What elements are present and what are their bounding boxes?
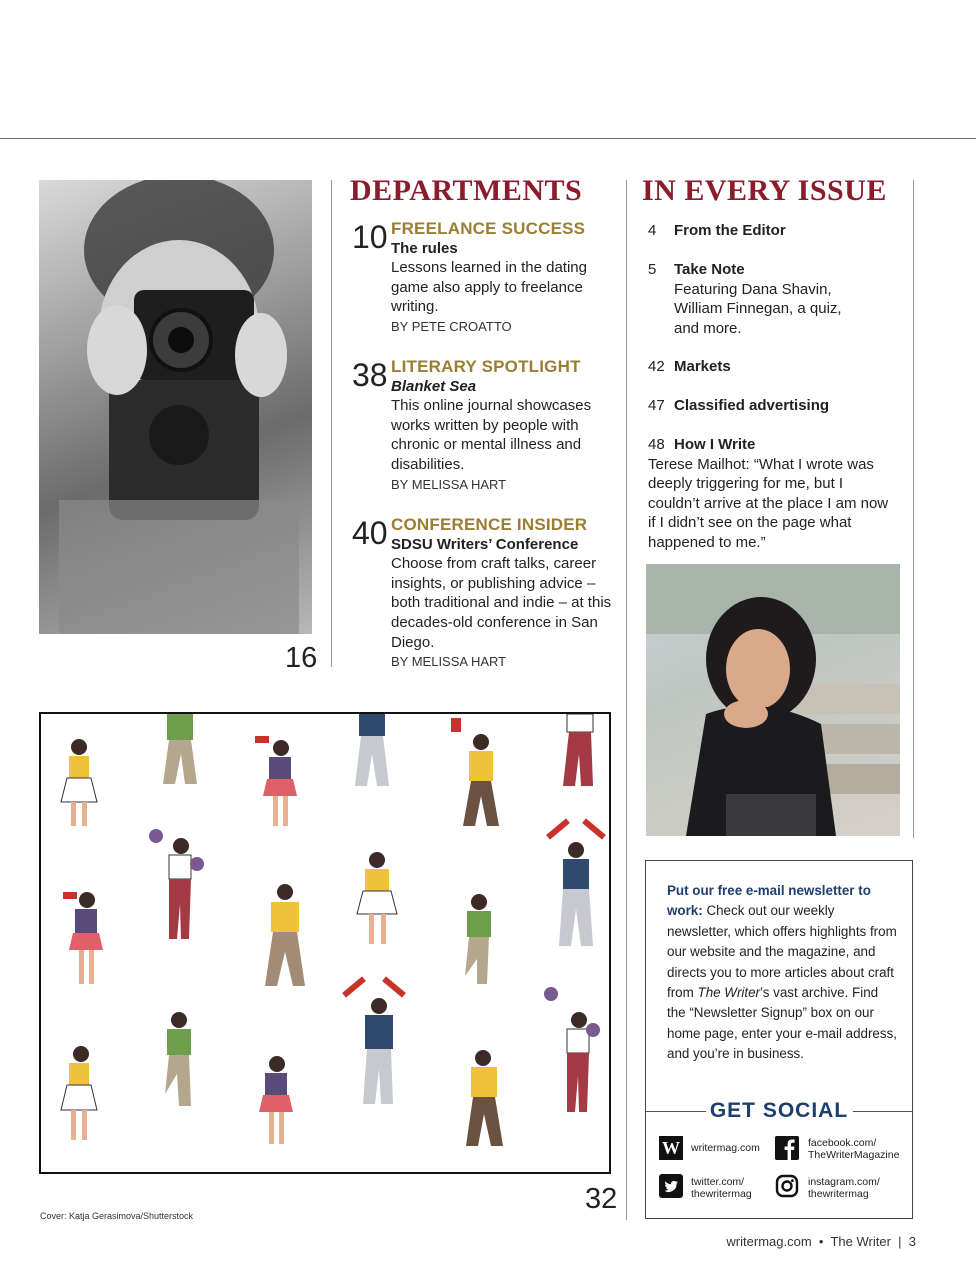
issue-item-title: Classified advertising [674, 397, 830, 414]
fans-cover-illustration[interactable] [39, 712, 611, 1174]
dept-item-subtitle: The rules [391, 239, 458, 257]
fan-figure-7 [149, 829, 204, 939]
fan-figure-9 [357, 852, 397, 944]
issue-item-title: From the Editor [674, 222, 786, 239]
column-divider [913, 180, 914, 838]
fan-figure-2 [163, 714, 197, 784]
fan-figure-14 [165, 1012, 191, 1106]
twitter-link-line1: twitter.com/ [691, 1176, 745, 1188]
dept-item-literary-spotlight[interactable] [391, 357, 613, 494]
twitter-link[interactable] [691, 1176, 752, 1200]
dept-item-number: 38 [352, 357, 388, 393]
issue-item-markets[interactable] [648, 357, 898, 377]
twitter-icon[interactable] [659, 1174, 683, 1198]
fan-figure-15 [544, 987, 600, 1112]
fan-figure-18 [466, 1050, 503, 1146]
instagram-link-line2: thewritermag [808, 1188, 869, 1200]
facebook-icon[interactable] [775, 1136, 799, 1160]
footer-magazine: The Writer [830, 1234, 891, 1249]
fan-figure-10 [465, 894, 491, 984]
issue-item-description: Featuring Dana Shavin, William Finnegan, a quiz, and more. [674, 280, 842, 337]
dept-item-description: Choose from craft talks, career insights, or publishing advice – both traditional and indie – at this decades-old conference in San Diego. [391, 555, 612, 651]
issue-item-title: Take Note [674, 261, 745, 278]
every-issue-heading: IN EVERY ISSUE [642, 174, 887, 207]
dept-item-description: This online journal showcases works written by people with chronic or mental illness and disabilities. [391, 397, 592, 473]
newsletter-magazine-title: The Writer [697, 985, 761, 1001]
fan-figure-11 [546, 818, 606, 946]
footer-page-number: 3 [908, 1234, 916, 1249]
get-social-heading: GET SOCIAL [709, 1099, 849, 1122]
newsletter-text [667, 881, 897, 1065]
newsletter-box [645, 860, 913, 1219]
fan-figure-16 [61, 1046, 97, 1140]
girl-camera-photo[interactable] [39, 180, 312, 634]
website-link[interactable]: writermag.com [691, 1142, 760, 1154]
issue-item-description: Terese Mailhot: “What I wrote was deeply triggering for me, but I couldn’t arrive at the place I am now if I didn’t see on the page what happened to me.” [648, 455, 889, 551]
fan-figure-4 [355, 714, 389, 786]
cover-credit: Cover: Katja Gerasimova/Shutterstock [40, 1211, 194, 1221]
girl-camera-illustration [39, 180, 312, 634]
instagram-link[interactable] [808, 1176, 880, 1200]
author-portrait-photo[interactable] [646, 564, 900, 836]
fan-figure-5 [451, 718, 499, 826]
page-footer [726, 1234, 916, 1249]
dept-item-byline: BY PETE CROATTO [391, 318, 512, 334]
departments-section [350, 174, 582, 208]
issue-item-number: 5 [648, 261, 657, 278]
footer-site[interactable]: writermag.com [726, 1234, 812, 1249]
issue-item-title: Markets [674, 358, 731, 375]
fan-figure-12 [63, 892, 103, 984]
dept-item-title: CONFERENCE INSIDER [391, 515, 588, 534]
issue-item-number: 42 [648, 358, 665, 375]
every-issue-section [642, 174, 887, 208]
dept-item-description: Lessons learned in the dating game also apply to freelance writing. [391, 259, 587, 316]
newsletter-body-end: ’s vast archive. Find the “Newsletter Signup” box on our home page, enter your e-mail address, and you’re in business. [667, 985, 897, 1062]
writermag-icon-letter: W [662, 1138, 680, 1158]
instagram-icon[interactable] [775, 1174, 799, 1198]
fan-figure-6 [563, 714, 593, 786]
page-number-16: 16 [285, 642, 318, 674]
fan-figure-1 [61, 739, 97, 826]
fan-figure-8 [265, 884, 305, 986]
dept-item-subtitle: SDSU Writers’ Conference [391, 535, 579, 553]
footer-bullet: • [818, 1234, 824, 1249]
fan-figure-17 [259, 1056, 293, 1144]
facebook-link[interactable] [808, 1137, 899, 1161]
dept-item-title: LITERARY SPOTLIGHT [391, 357, 581, 376]
fan-figure-13 [342, 976, 406, 1104]
dept-item-title: FREELANCE SUCCESS [391, 219, 586, 238]
dept-item-byline: BY MELISSA HART [391, 476, 507, 492]
author-portrait-illustration [646, 564, 900, 836]
departments-heading: DEPARTMENTS [350, 174, 583, 207]
dept-item-freelance-success[interactable] [391, 219, 613, 337]
dept-item-number: 10 [352, 219, 388, 255]
footer-separator: | [898, 1234, 902, 1249]
issue-item-classified[interactable] [648, 396, 898, 416]
dept-item-number: 40 [352, 515, 388, 551]
dept-item-byline: BY MELISSA HART [391, 654, 507, 670]
issue-item-number: 47 [648, 397, 665, 414]
instagram-link-line1: instagram.com/ [808, 1176, 880, 1188]
cheering-people-pattern [41, 714, 609, 1172]
issue-item-how-i-write[interactable] [648, 435, 898, 553]
dept-item-conference-insider[interactable] [391, 515, 613, 672]
newsletter-lead: Put our free e-mail newsletter to work: [667, 883, 871, 919]
issue-item-title: How I Write [674, 436, 756, 453]
column-divider [331, 180, 332, 667]
fan-figure-3 [255, 736, 297, 826]
writermag-icon[interactable] [659, 1136, 683, 1160]
header-rule [0, 138, 976, 139]
issue-item-from-editor[interactable] [648, 221, 898, 241]
issue-item-number: 4 [648, 222, 657, 239]
facebook-link-line1: facebook.com/ [808, 1137, 877, 1149]
page-number-32: 32 [585, 1183, 618, 1215]
newsletter-body: Check out our weekly newsletter, which offers highlights from our website and the magazine, and directs you to more articles about craft from [667, 903, 897, 1001]
facebook-link-line2: TheWriterMagazine [808, 1149, 900, 1161]
twitter-link-line2: thewritermag [691, 1188, 752, 1200]
dept-item-subtitle: Blanket Sea [391, 377, 477, 395]
column-divider [626, 180, 627, 1220]
issue-item-take-note[interactable] [648, 260, 898, 338]
issue-item-number: 48 [648, 436, 665, 453]
